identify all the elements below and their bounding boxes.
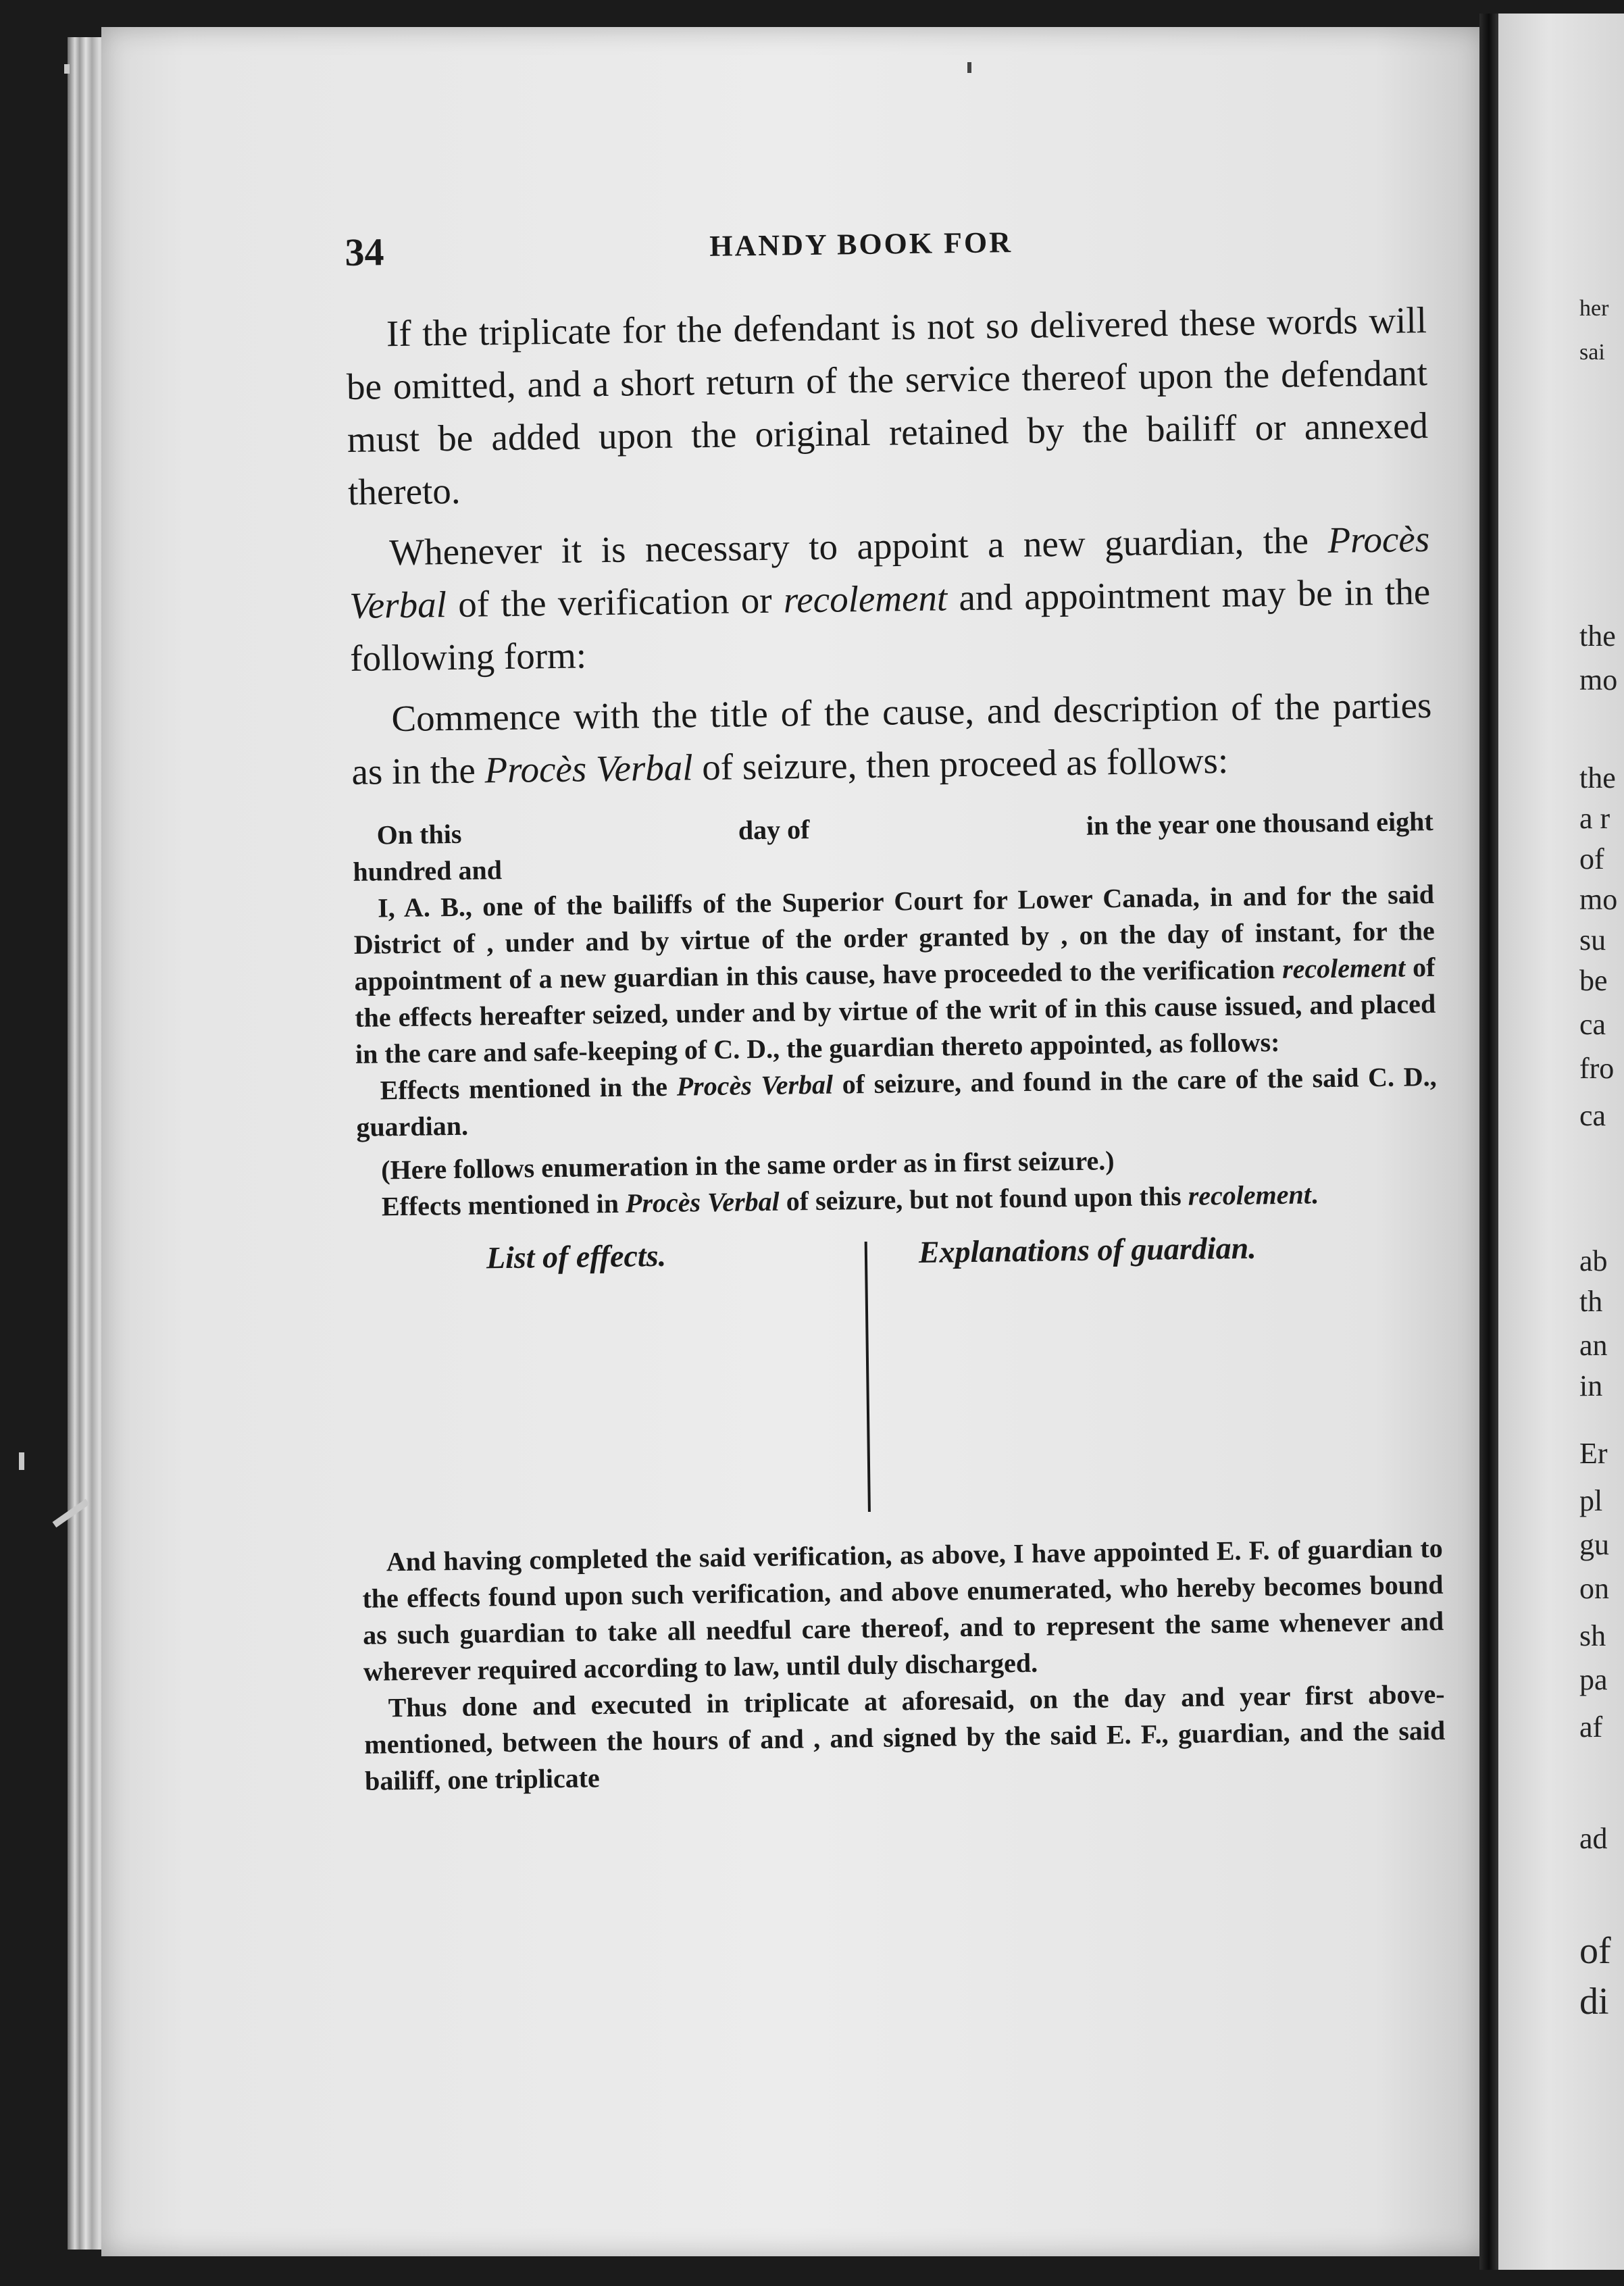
facing-page-fragment: in <box>1579 1369 1603 1402</box>
facing-page-fragment: the <box>1579 619 1616 653</box>
closing-paragraph-executed: Thus done and executed in triplicate at aforesaid, on the day and year first above-mentioned, between the hours of and , and signed by the said E. F., guardian, and the said bailiff, one triplicate <box>364 1678 1446 1796</box>
closing-paragraph-appointment: And having completed the said verification, as above, I have appointed E. F. of guardian to the effects found upon such verification, and above enumerated, who hereby becomes bound as such guardian to take all needful care thereof, and to represent the same whenever and wherever required according to law, until duly discharged. <box>362 1532 1444 1687</box>
italic-term: Procès Verbal <box>676 1069 834 1102</box>
facing-page-fragment: sai <box>1579 340 1605 365</box>
column-divider <box>865 1242 871 1512</box>
form-text: . <box>1311 1179 1319 1210</box>
italic-term: Procès Verbal <box>349 518 1430 626</box>
facing-page-fragment: of <box>1579 842 1604 875</box>
italic-term: Procès Verbal <box>625 1186 780 1219</box>
form-template <box>352 803 1438 1225</box>
column-header-explanations: Explanations of guardian. <box>918 1230 1257 1270</box>
text-run: and appointment may be in the following form: <box>349 571 1431 679</box>
facing-page-fragment: gu <box>1579 1528 1609 1561</box>
facing-page-fragment: on <box>1579 1572 1609 1605</box>
facing-page-fragment: Er <box>1579 1437 1608 1470</box>
facing-page-fragment: the <box>1579 761 1616 794</box>
text-run: of the verification or <box>446 579 784 626</box>
facing-page-fragment: pa <box>1579 1663 1608 1696</box>
form-text: hundred and <box>353 855 503 887</box>
facing-page-fragment: fro <box>1579 1052 1615 1085</box>
book-gutter <box>1479 14 1498 2270</box>
form-text: of the effects hereafter seized, under and by virtue of the writ of in this cause issued, and placed in the care and safe-keeping of C. D., the guardian thereto appointed, as follows: <box>354 951 1436 1069</box>
text-run: of seizure, then proceed as follows: <box>692 739 1229 788</box>
form-text: Effects mentioned in the <box>380 1071 677 1106</box>
facing-page-fragment: a r <box>1579 802 1610 835</box>
italic-term: recolement <box>1282 952 1406 984</box>
facing-page-fragment: sh <box>1579 1619 1606 1652</box>
facing-page-fragment: di <box>1579 1981 1609 2023</box>
form-text: of seizure, and found in the care of the said C. D., guardian. <box>356 1061 1437 1142</box>
facing-page-fragment: ab <box>1579 1244 1608 1277</box>
facing-page-fragment: mo <box>1579 663 1618 696</box>
scan-speck <box>64 64 70 74</box>
text-run: Whenever it is necessary to appoint a new guardian, the <box>388 519 1328 574</box>
text-run: Commence with the title of the cause, and description of the parties as in the <box>351 684 1432 792</box>
form-text: in the year one thousand eight <box>1086 805 1433 841</box>
closing-text <box>361 1530 1446 1800</box>
form-paragraph-found <box>355 1059 1437 1146</box>
effects-table <box>358 1227 1442 1532</box>
paragraph-new-guardian <box>349 513 1431 685</box>
facing-page-fragment: ca <box>1579 1099 1606 1132</box>
scan-speck <box>19 1452 24 1470</box>
facing-page-fragment: af <box>1579 1710 1603 1744</box>
form-paragraph-enumeration: (Here follows enumeration in the same order as in first seizure.) <box>380 1145 1115 1186</box>
form-text: day of <box>738 814 810 846</box>
facing-page-fragment: her <box>1579 296 1609 321</box>
page-number: 34 <box>345 230 384 274</box>
italic-term: recolement <box>783 577 948 621</box>
facing-page-fragment: ca <box>1579 1008 1606 1041</box>
running-head: HANDY BOOK FOR <box>709 226 1013 263</box>
paragraph-commence <box>351 679 1433 798</box>
form-text: On this <box>376 818 462 850</box>
italic-term: recolement <box>1188 1179 1312 1211</box>
facing-page-fragment: pl <box>1579 1484 1603 1517</box>
scan-speck <box>967 62 971 73</box>
facing-page-fragment: su <box>1579 923 1606 957</box>
facing-page-fragment: an <box>1579 1329 1608 1362</box>
facing-page-fragment: th <box>1579 1285 1603 1318</box>
facing-page-fragment: of <box>1579 1930 1611 1972</box>
facing-page-fragment: ad <box>1579 1822 1608 1855</box>
page-text-block <box>345 215 1446 1800</box>
form-text: of seizure, but not found upon this <box>779 1180 1188 1217</box>
form-text: Effects mentioned in <box>381 1188 626 1222</box>
paragraph-triplicate: If the triplicate for the defendant is not so delivered these words will be omitted, and a short return of the service thereof upon the defendant must be added upon the original retained by the bailiff or annexed thereto. <box>346 299 1429 513</box>
facing-page-fragment: mo <box>1579 883 1618 916</box>
facing-page-fragment: be <box>1579 964 1608 997</box>
italic-term: Procès Verbal <box>484 746 693 791</box>
form-paragraph-bailiff <box>353 876 1436 1073</box>
column-header-list-of-effects: List of effects. <box>486 1238 667 1275</box>
form-text: I, A. B., one of the bailiffs of the Superior Court for Lower Canada, in and for the said District of , under and by virtue of the order granted by , on the day of instant, for the appointment of a new guardian in this cause, have proceeded to the verification <box>353 878 1436 996</box>
